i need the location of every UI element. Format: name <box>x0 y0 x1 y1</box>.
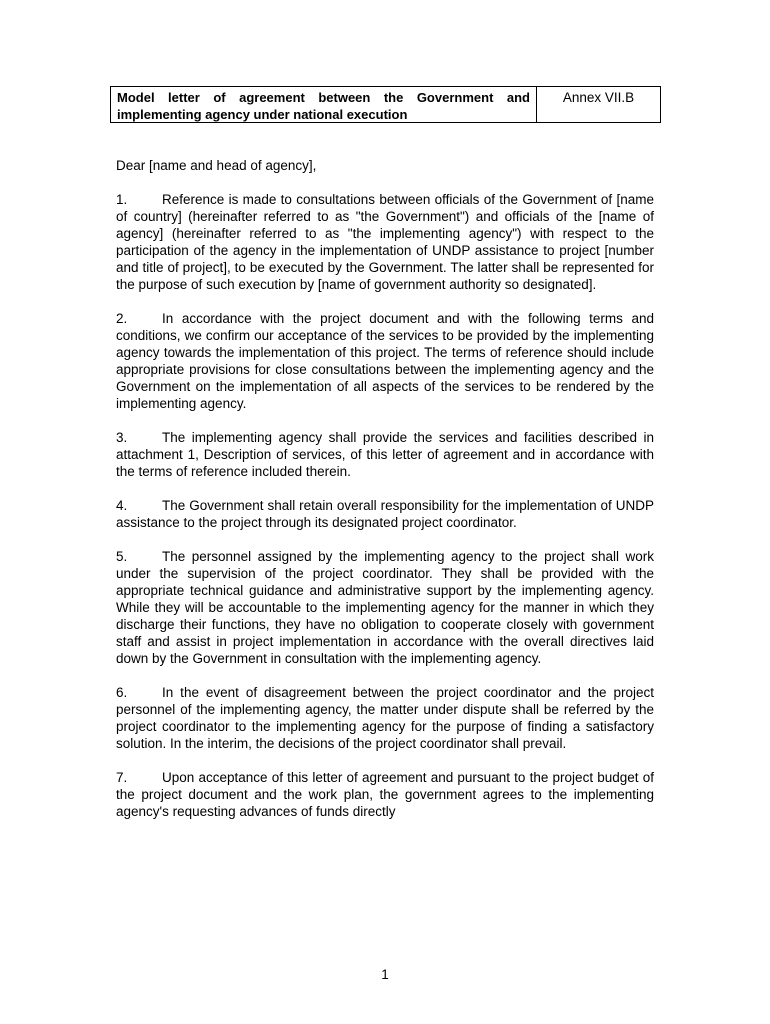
paragraph-number: 7. <box>116 770 128 785</box>
paragraph-text: In accordance with the project document and with the following terms and conditions, we confirm our acceptance of the services to be provided by the implementing agency towards the implementation of this project. The terms of reference should include appropriate provisions for close consultations between the implementing agency and the Government on the implementation of all aspects of the services to be rendered by the implementing agency. <box>116 311 654 411</box>
paragraph-text: The personnel assigned by the implementing agency to the project shall work under the supervision of the project coordinator. They shall be provided with the appropriate technical guidance and administrative support by the implementing agency. While they will be accountable to the implementing agency for the manner in which they discharge their functions, they have no obligation to cooperate closely with government staff and assist in project implementation in accordance with the overall directives laid down by the Government in consultation with the implementing agency. <box>116 549 654 666</box>
paragraph-1 <box>116 191 654 293</box>
paragraph-number: 6. <box>116 685 128 700</box>
paragraph-number: 3. <box>116 430 128 445</box>
salutation: Dear [name and head of agency], <box>116 158 317 173</box>
paragraph-text: Upon acceptance of this letter of agreement and pursuant to the project budget of the project document and the work plan, the government agrees to the implementing agency's requesting advances of funds directly <box>116 770 654 819</box>
paragraph-text: The Government shall retain overall responsibility for the implementation of UNDP assistance to the project through its designated project coordinator. <box>116 498 654 530</box>
paragraph-number: 5. <box>116 549 128 564</box>
paragraph-3 <box>116 429 654 480</box>
paragraph-text: Reference is made to consultations between officials of the Government of [name of country] (hereinafter referred to as "the Government") and officials of the [name of agency] (hereinafter referred to as "the implementing agency") with respect to the participation of the agency in the implementation of UNDP assistance to project [number and title of project], to be executed by the Government. The latter shall be represented for the purpose of such execution by [name of government authority so designated]. <box>116 192 654 292</box>
paragraph-7 <box>116 769 654 820</box>
paragraph-number: 1. <box>116 192 128 207</box>
header-table <box>110 86 661 123</box>
paragraph-4 <box>116 497 654 531</box>
paragraph-text: In the event of disagreement between the project coordinator and the project personnel of the implementing agency, the matter under dispute shall be referred by the project coordinator to the implementing agency for the purpose of finding a satisfactory solution. In the interim, the decisions of the project coordinator shall prevail. <box>116 685 654 751</box>
letter-body <box>116 157 654 837</box>
paragraph-text: The implementing agency shall provide the services and facilities described in attachment 1, Description of services, of this letter of agreement and in accordance with the terms of reference included therein. <box>116 430 654 479</box>
paragraph-6 <box>116 684 654 752</box>
paragraph-number: 2. <box>116 311 128 326</box>
paragraph-number: 4. <box>116 498 128 513</box>
annex-label: Annex VII.B <box>562 90 635 105</box>
page-number: 1 <box>381 967 389 982</box>
paragraph-2 <box>116 310 654 412</box>
paragraph-5 <box>116 548 654 667</box>
document-title: Model letter of agreement between the Government and implementing agency under national execution <box>111 87 537 122</box>
